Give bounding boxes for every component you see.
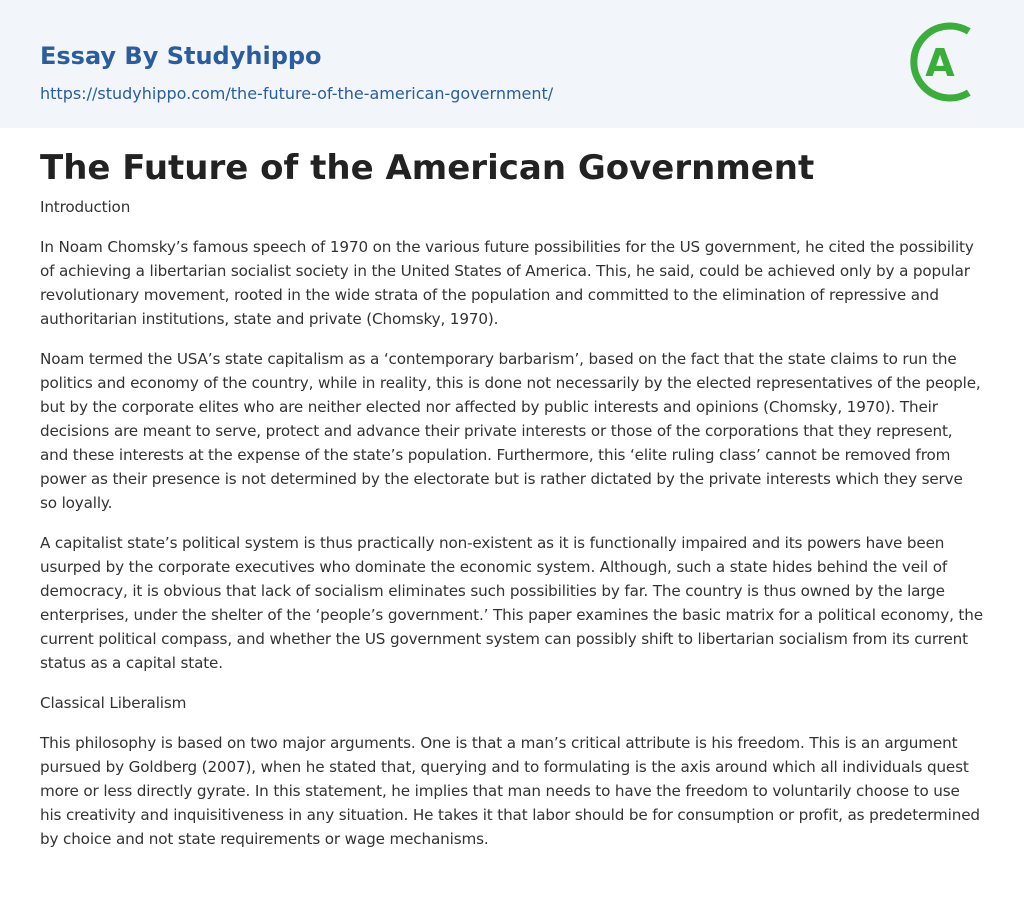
paragraph: In Noam Chomsky’s famous speech of 1970 on the various future possibilities for the US government, he cited the possibility of achieving a libertarian socialist society in the United States of America. This, he said, could be achieved only by a popular revolutionary movement, rooted in the wide strata of the population and committed to the elimination of repressive and authoritarian institutions, state and private (Chomsky, 1970). xyxy=(40,238,974,328)
paragraph: A capitalist state’s political system is thus practically non-existent as it is functionally impaired and its powers have been usurped by the corporate executives who dominate the economic system. Although, such a state hides behind the veil of democracy, it is obvious that lack of socialism eliminates such possibilities by far. The country is thus owned by the large enterprises, under the shelter of the ‘people’s government.’ This paper examines the basic matrix for a political economy, the current political compass, and whether the US government system can possibly shift to libertarian socialism from its current status as a capital state. xyxy=(40,534,983,672)
logo-letter: A xyxy=(925,41,955,85)
studyhippo-logo-icon[interactable] xyxy=(909,18,989,106)
article-title: The Future of the American Government xyxy=(40,148,815,188)
article-url-link[interactable]: https://studyhippo.com/the-future-of-the-american-government/ xyxy=(40,84,554,103)
section-heading-introduction: Introduction xyxy=(40,198,131,216)
site-header xyxy=(0,0,1024,128)
article-content xyxy=(40,143,984,867)
brand-title[interactable]: Essay By Studyhippo xyxy=(40,42,322,70)
paragraph: Noam termed the USA’s state capitalism as a ‘contemporary barbarism’, based on the fact that the state claims to run the politics and economy of the country, while in reality, this is done not necessarily by the elected representatives of the people, but by the corporate elites who are neither elected nor affected by public interests and opinions (Chomsky, 1970). Their decisions are meant to serve, protect and advance their private interests or those of the corporations that they represent, and these interests at the expense of the state’s population. Furthermore, this ‘elite ruling class’ cannot be removed from power as their presence is not determined by the electorate but is rather dictated by the private interests which they serve so loyally. xyxy=(40,350,981,512)
paragraph: This philosophy is based on two major arguments. One is that a man’s critical attribute is his freedom. This is an argument pursued by Goldberg (2007), when he stated that, querying and to formulating is the axis around which all individuals quest more or less directly gyrate. In this statement, he implies that man needs to have the freedom to voluntarily choose to use his creativity and inquisitiveness in any situation. He takes it that labor should be for consumption or profit, as predetermined by choice and not state requirements or wage mechanisms. xyxy=(40,734,980,848)
section-heading-classical-liberalism: Classical Liberalism xyxy=(40,694,187,712)
